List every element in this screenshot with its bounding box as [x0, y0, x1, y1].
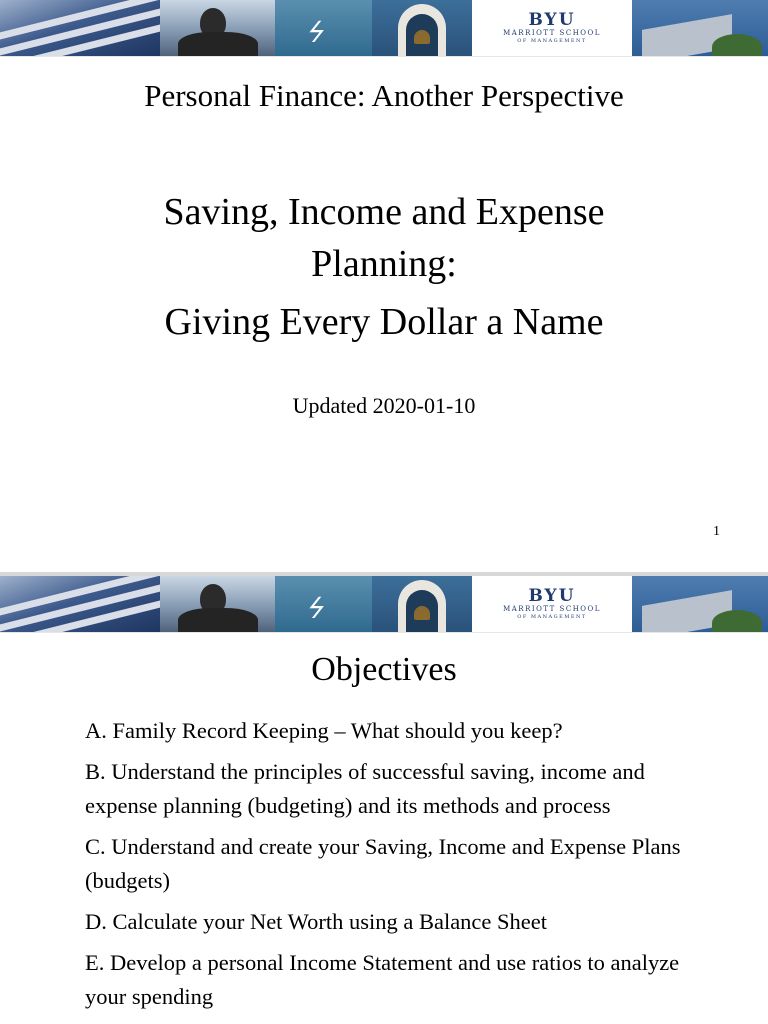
logo-subtitle-2: OF MANAGEMENT	[517, 614, 587, 620]
banner-image-statue	[160, 576, 275, 632]
banner-image-bell-tower	[372, 0, 472, 56]
objective-item: C. Understand and create your Saving, Income and Expense Plans (budgets)	[85, 834, 681, 893]
slide-2	[0, 576, 768, 1024]
banner-image-architecture	[0, 576, 160, 632]
updated-date: Updated 2020-01-10	[292, 393, 476, 418]
logo-text: BYU	[528, 586, 576, 606]
byu-marriott-logo	[472, 576, 632, 632]
slide-title	[0, 186, 768, 348]
banner-image-building	[632, 576, 768, 632]
logo-text: BYU	[528, 10, 576, 30]
banner	[0, 0, 768, 57]
objectives-list	[85, 714, 705, 1021]
banner-image-bell-tower	[372, 576, 472, 632]
objective-item: D. Calculate your Net Worth using a Balance Sheet	[85, 909, 548, 934]
logo-subtitle: MARRIOTT SCHOOL	[503, 29, 601, 37]
banner-image-statue	[160, 0, 275, 56]
banner	[0, 576, 768, 633]
title-line: Saving, Income and Expense	[163, 191, 605, 233]
byu-marriott-logo	[472, 0, 632, 56]
banner-image-building	[632, 0, 768, 56]
title-line: Giving Every Dollar a Name	[164, 301, 604, 343]
banner-image-logo-mark: ϟ	[275, 576, 372, 632]
banner-image-logo-mark: ϟ	[275, 0, 372, 56]
logo-subtitle: MARRIOTT SCHOOL	[503, 605, 601, 613]
objectives-heading: Objectives	[311, 651, 457, 688]
slide-heading: Personal Finance: Another Perspective	[144, 78, 624, 113]
objective-item: A. Family Record Keeping – What should you keep?	[85, 718, 563, 743]
banner-image-architecture	[0, 0, 160, 56]
title-line: Planning:	[311, 243, 457, 285]
objective-item: B. Understand the principles of successful saving, income and expense planning (budgeting) and its methods and process	[85, 759, 645, 818]
logo-subtitle-2: OF MANAGEMENT	[517, 38, 587, 44]
objective-item: E. Develop a personal Income Statement and use ratios to analyze your spending	[85, 950, 680, 1009]
page-number: 1	[713, 524, 720, 539]
